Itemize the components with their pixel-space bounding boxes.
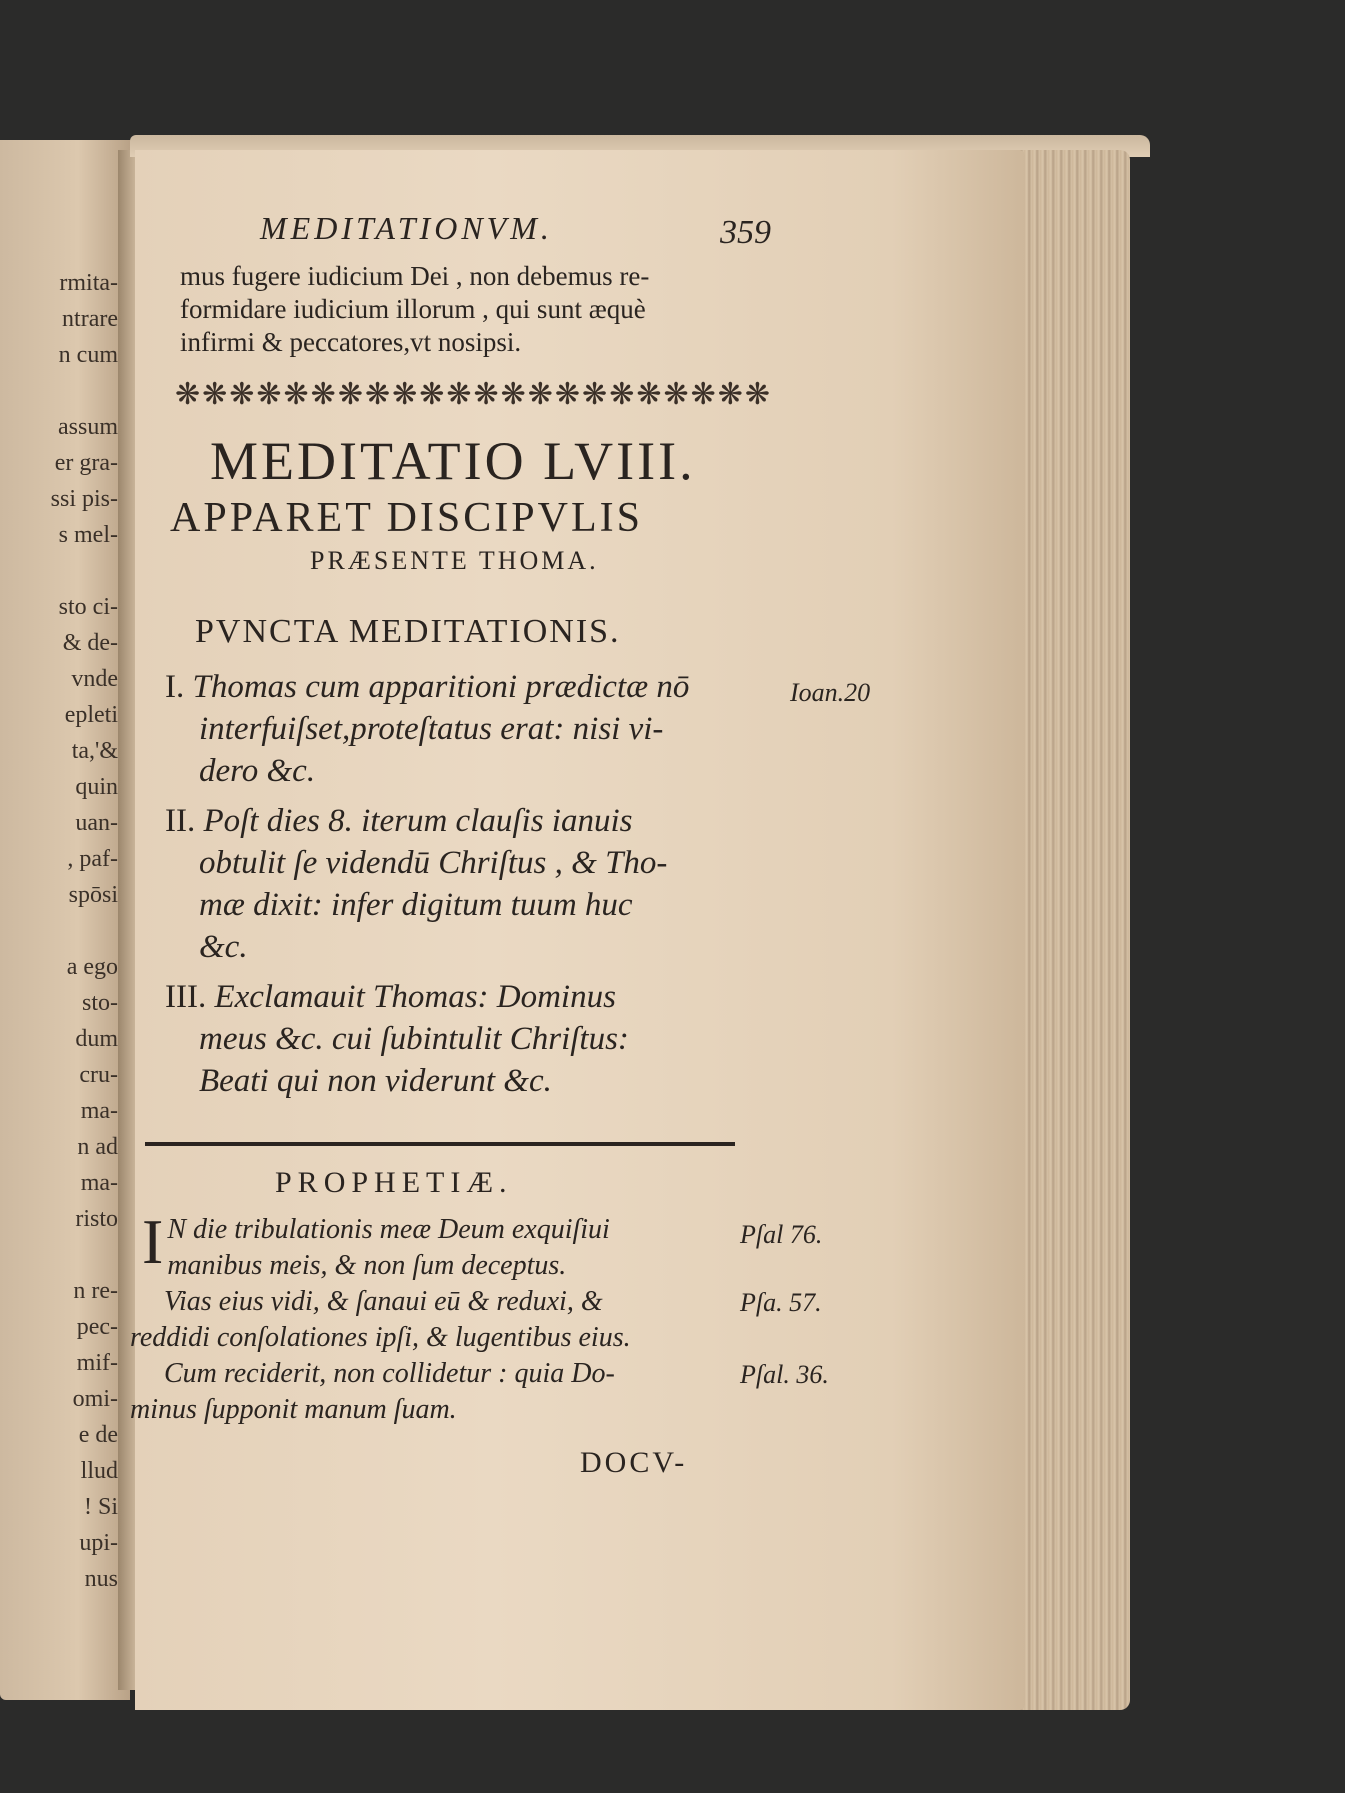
text-line: reddidi conſolationes ipſi, & lugentibus eius. — [130, 1322, 631, 1353]
point-line: Poſt dies 8. iterum clauſis ianuis — [203, 803, 633, 839]
text-line: manibus meis, & non ſum deceptus. — [167, 1250, 567, 1281]
meditation-subtitle: APPARET DISCIPVLIS — [170, 495, 643, 541]
right-page-content — [130, 210, 940, 1480]
running-title: MEDITATIONVM. — [260, 210, 553, 246]
point-3 — [165, 976, 785, 1102]
left-page-gap — [0, 553, 118, 589]
margin-note: Pſa. 57. — [740, 1288, 822, 1317]
text-line: Cum reciderit, non collidetur : quia Do- — [164, 1358, 615, 1389]
left-page-line: risto — [75, 1206, 118, 1232]
left-page-line: epleti — [64, 702, 118, 728]
continuation-text — [180, 260, 940, 359]
left-page-line: mif- — [76, 1350, 118, 1376]
left-page-line: llud — [80, 1458, 118, 1484]
left-page-line: dum — [75, 1026, 118, 1052]
left-page-line: a ego — [66, 954, 118, 980]
prophetiae-text — [130, 1206, 829, 1428]
text-line: mus fugere iudicium Dei , non debemus re- — [180, 261, 650, 291]
page-number: 359 — [720, 214, 771, 251]
point-line: meus &c. cui ſubintulit Chriſtus: — [199, 1021, 629, 1057]
left-page-line: nus — [84, 1566, 118, 1592]
point-line: Beati qui non viderunt &c. — [199, 1063, 552, 1099]
text-line: IN die tribulationis meæ Deum exquiſiui — [142, 1206, 610, 1277]
left-page-line: omi- — [72, 1386, 118, 1412]
meditation-points — [150, 666, 940, 1102]
left-page-line: n ad — [77, 1134, 118, 1160]
left-page-line: rmita- — [59, 270, 118, 296]
left-page-line: quin — [75, 774, 118, 800]
left-page-line: ma- — [80, 1098, 118, 1124]
left-page-line: cru- — [79, 1062, 118, 1088]
point-1 — [165, 666, 871, 792]
left-page-line: e de — [78, 1422, 118, 1448]
left-page-line: sto- — [82, 990, 118, 1016]
prophetiae-heading: PROPHETIÆ. — [275, 1166, 513, 1199]
margin-note: Ioan.20 — [790, 678, 871, 707]
text-line: infirmi & peccatores,vt nosipsi. — [180, 327, 522, 357]
left-page-gap — [0, 373, 118, 409]
point-line: interfuiſset,proteſtatus erat: nisi vi- — [199, 711, 664, 747]
left-page-line: ntrare — [62, 306, 118, 332]
left-page-line: n re- — [73, 1278, 118, 1304]
meditation-subtitle-2: PRÆSENTE THOMA. — [310, 546, 599, 575]
text-line: formidare iudicium illorum , qui sunt æquè — [180, 294, 646, 324]
catchword: DOCV- — [580, 1446, 688, 1479]
left-page-line: n cum — [58, 342, 118, 368]
left-page-line: spōsi — [68, 882, 118, 908]
text-line: minus ſupponit manum ſuam. — [130, 1394, 457, 1425]
point-number: I. — [165, 669, 185, 705]
point-2 — [165, 800, 785, 968]
point-number: III. — [165, 979, 207, 1015]
left-page-line: er gra- — [54, 450, 118, 476]
running-head — [150, 210, 940, 260]
left-page-line: pec- — [76, 1314, 118, 1340]
left-page-line: sto ci- — [58, 594, 118, 620]
puncta-heading: PVNCTA MEDITATIONIS. — [195, 613, 621, 650]
point-number: II. — [165, 803, 196, 839]
ornament-band: ❋❋❋❋❋❋❋❋❋❋❋❋❋❋❋❋❋❋❋❋❋❋ — [175, 378, 773, 411]
left-page-line: ssi pis- — [50, 486, 118, 512]
left-page-line: & de- — [62, 630, 118, 656]
point-line: obtulit ſe videndū Chriſtus , & Tho- — [199, 845, 668, 881]
point-line: mæ dixit: infer digitum tuum huc — [199, 887, 633, 923]
point-line: Thomas cum apparitioni prædictæ nō — [192, 669, 690, 705]
left-page-gap — [0, 913, 118, 949]
left-page-line: vnde — [71, 666, 118, 692]
meditation-title: MEDITATIO LVIII. — [210, 431, 696, 491]
margin-note: Pſal 76. — [740, 1220, 823, 1249]
left-page-gap — [0, 1237, 118, 1273]
text-line: Vias eius vidi, & ſanaui eū & reduxi, & — [164, 1286, 603, 1317]
left-page-line: uan- — [75, 810, 118, 836]
left-page-line: ta,'& — [71, 738, 118, 764]
left-page-line: upi- — [79, 1530, 118, 1556]
left-page-line: , paf- — [67, 846, 118, 872]
left-page-line: s mel- — [58, 522, 118, 548]
section-rule — [145, 1142, 735, 1146]
left-page-line: ma- — [80, 1170, 118, 1196]
left-page-line: ! Si — [83, 1494, 118, 1520]
left-page-line: assum — [58, 414, 118, 440]
point-line: dero &c. — [199, 753, 316, 789]
left-page-text — [0, 265, 118, 1597]
margin-note: Pſal. 36. — [740, 1360, 829, 1389]
point-line: Exclamauit Thomas: Dominus — [214, 979, 616, 1015]
point-line: &c. — [199, 929, 248, 965]
